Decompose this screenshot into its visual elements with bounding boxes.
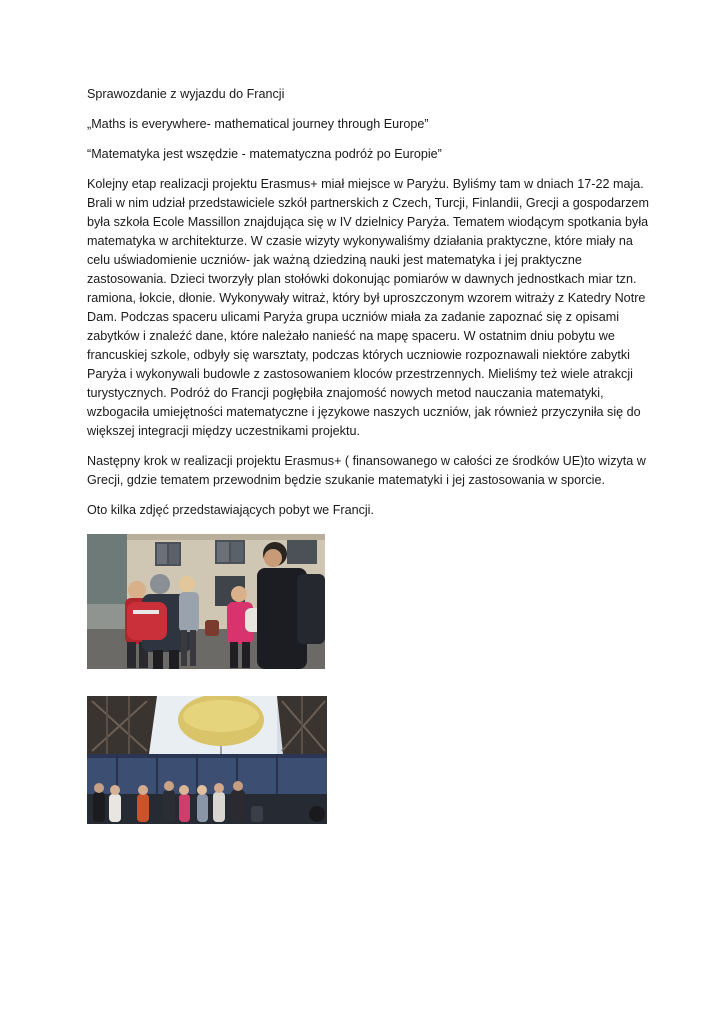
paragraph-line: celu uświadomienie uczniów- jak ważną dziedziną nauki jest matematyka i jej praktyczne [87, 253, 582, 267]
report-paragraph-1 [87, 175, 650, 441]
document-title: Sprawozdanie z wyjazdu do Francji [87, 87, 285, 101]
paragraph-line: była szkoła Ecole Massillon znajdująca się w IV dzielnicy Paryża. Tematem wiodącym spotkania była [87, 215, 649, 229]
photo-group-eiffel-tower [87, 696, 327, 824]
project-name-polish: “Matematyka jest wszędzie - matematyczna podróż po Europie” [87, 147, 442, 161]
paragraph-line: Następny krok w realizacji projektu Erasmus+ ( finansowanego w całości ze środków UE)to wizyta w [87, 454, 646, 468]
project-name-english: „Maths is everywhere- mathematical journey through Europe” [87, 117, 429, 131]
paragraph-line: większej integracji między uczestnikami projektu. [87, 424, 360, 438]
photo-students-street [87, 534, 325, 669]
paragraph-line: francuskiej szkole, odbyły się warsztaty, podczas których uczniowie rozpoznawali niektóre zabytki [87, 348, 630, 362]
paragraph-line: zastosowania. Dzieci tworzyły plan stołówki dokonując pomiarów w dawnych jednostkach miar tzn. [87, 272, 637, 286]
photos-intro: Oto kilka zdjęć przedstawiających pobyt we Francji. [87, 503, 374, 517]
paragraph-line: turystycznych. Podróż do Francji pogłębiła znajomość nowych metod nauczania matematyki, [87, 386, 604, 400]
report-paragraph-2 [87, 452, 647, 490]
paragraph-line: zabytków i znaleźć dane, które należało nanieść na mapę spaceru. W ostatnim dniu pobytu we [87, 329, 615, 343]
paragraph-line: Kolejny etap realizacji projektu Erasmus+ miał miejsce w Paryżu. Byliśmy tam w dniach 17-22 maja. [87, 177, 644, 191]
paragraph-line: matematyka w architekturze. W czasie wizyty wykonywaliśmy działania praktyczne, które miały na [87, 234, 633, 248]
paragraph-line: Grecji, gdzie tematem przewodnim będzie szukanie matematyki i jej zastosowania w sporcie. [87, 473, 605, 487]
paragraph-line: Paryża i wykonywali budowle z zastosowaniem kloców przestrzennych. Mieliśmy też wiele atrakcji [87, 367, 633, 381]
paragraph-line: Brali w nim udział przedstawiciele szkół partnerskich z Czech, Turcji, Finlandii, Grecji a gospodarzem [87, 196, 650, 210]
paragraph-line: Dam. Podczas spaceru ulicami Paryża grupa uczniów miała za zadanie zapoznać się z opisami [87, 310, 619, 324]
paragraph-line: wzbogaciła umiejętności matematyczne i językowe naszych uczniów, jak również przyczyniła się do [87, 405, 641, 419]
document-body [87, 85, 650, 531]
paragraph-line: ramiona, łokcie, dłonie. Wykonywały witraż, który był uproszczonym wzorem witraży z Katedry Notre [87, 291, 646, 305]
